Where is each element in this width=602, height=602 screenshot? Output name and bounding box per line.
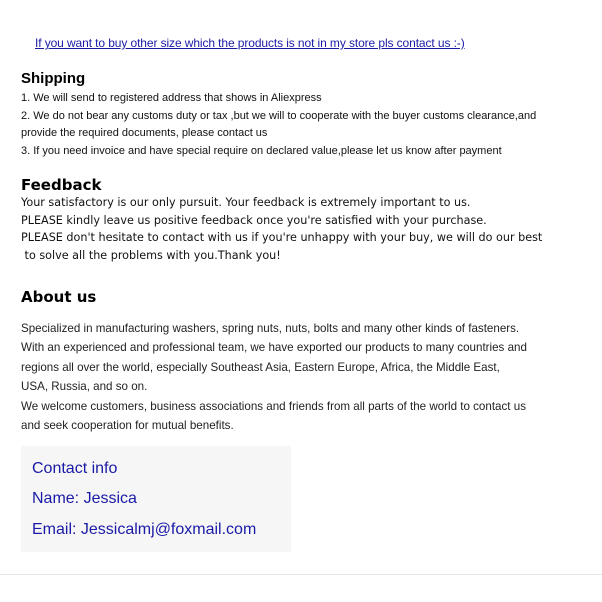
- divider: [0, 574, 602, 575]
- about-line: Specialized in manufacturing washers, spring nuts, nuts, bolts and many other kinds of fasteners.: [21, 322, 520, 335]
- shipping-line: 3. If you need invoice and have special require on declared value,please let us know after payment: [21, 144, 502, 157]
- feedback-heading: Feedback: [21, 176, 102, 194]
- about-text: [21, 319, 591, 435]
- about-heading: About us: [21, 288, 97, 306]
- feedback-line: PLEASE kindly leave us positive feedback once you're satisfied with your purchase.: [21, 213, 487, 227]
- about-line: With an experienced and professional team, we have exported our products to many countries and: [21, 341, 527, 355]
- shipping-line: 1. We will send to registered address that shows in Aliexpress: [21, 92, 322, 104]
- contact-info-heading: Contact info: [32, 460, 118, 477]
- feedback-line: to solve all the problems with you.Thank you!: [21, 248, 281, 262]
- shipping-line: provide the required documents, please contact us: [21, 127, 268, 139]
- contact-info-box: [21, 446, 291, 552]
- shipping-list: [21, 90, 591, 160]
- about-line: and seek cooperation for mutual benefits.: [21, 419, 234, 433]
- contact-email: Email: Jessicalmj@foxmail.com: [32, 521, 257, 538]
- about-line: We welcome customers, business associations and friends from all parts of the world to contact us: [21, 399, 526, 413]
- feedback-line: PLEASE don't hesitate to contact with us if you're unhappy with your buy, we will do our best: [21, 231, 543, 245]
- shipping-heading: Shipping: [21, 70, 86, 87]
- about-line: regions all over the world, especially Southeast Asia, Eastern Europe, Africa, the Middle East,: [21, 360, 500, 374]
- contact-name: Name: Jessica: [32, 490, 137, 507]
- shipping-line: 2. We do not bear any customs duty or tax ,but we will to cooperate with the buyer customs clearance,and: [21, 109, 537, 122]
- about-line: USA, Russia, and so on.: [21, 380, 148, 394]
- feedback-text: [21, 194, 596, 264]
- feedback-line: Your satisfactory is our only pursuit. Your feedback is extremely important to us.: [21, 196, 471, 209]
- contact-us-link[interactable]: If you want to buy other size which the products is not in my store pls contact us :-): [35, 36, 465, 50]
